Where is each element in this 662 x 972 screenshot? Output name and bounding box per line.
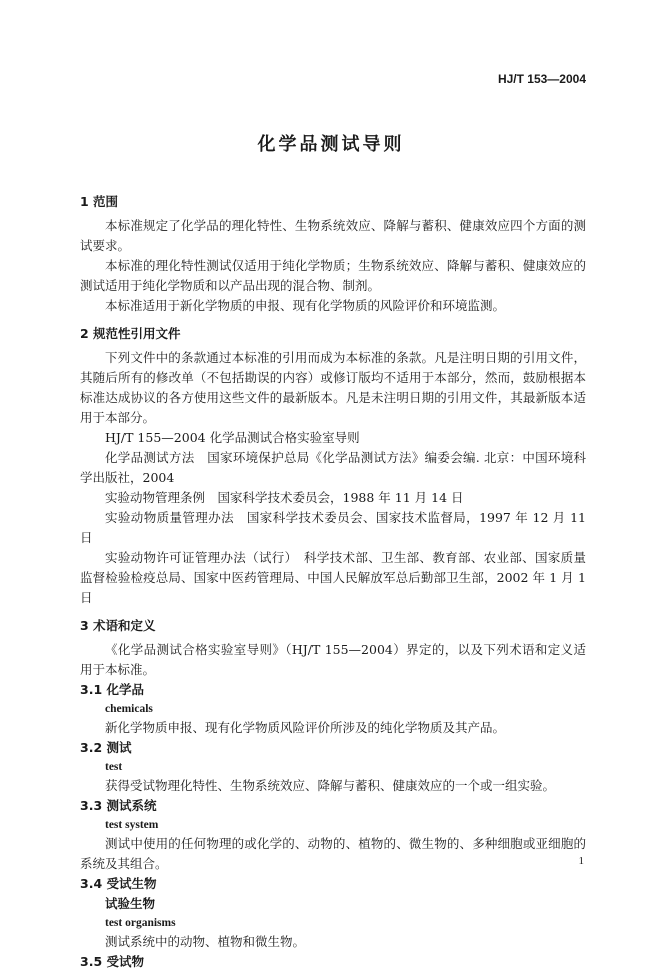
reference-item: 实验动物管理条例 国家科学技术委员会，1988 年 11 月 14 日 <box>105 490 464 505</box>
reference-item: 实验动物质量管理办法 国家科学技术委员会、国家技术监督局，1997 年 12 月 11 日 <box>80 510 586 545</box>
term-english: test system <box>105 819 159 831</box>
document-body <box>80 192 586 972</box>
section-heading-references: 2 规范性引用文件 <box>80 326 181 341</box>
paragraph: 本标准规定了化学品的理化特性、生物系统效应、降解与蓄积、健康效应四个方面的测试要求。 <box>80 218 586 253</box>
paragraph: 本标准适用于新化学物质的申报、现有化学物质的风险评价和环境监测。 <box>105 298 506 313</box>
standard-code: HJ/T 153—2004 <box>497 72 586 86</box>
term-definition: 测试中使用的任何物理的或化学的、动物的、植物的、微生物的、多种细胞或亚细胞的系统及其组合。 <box>80 836 586 871</box>
term-english: chemicals <box>105 703 153 715</box>
term-english: test organisms <box>105 917 176 929</box>
page-number: 1 <box>578 855 584 867</box>
term-heading: 3.1 化学品 <box>80 682 144 697</box>
term-definition: 获得受试物理化特性、生物系统效应、降解与蓄积、健康效应的一个或一组实验。 <box>105 778 556 793</box>
term-heading: 3.5 受试物 <box>80 954 144 969</box>
term-definition: 测试系统中的动物、植物和微生物。 <box>105 934 306 949</box>
paragraph: 本标准的理化特性测试仅适用于纯化学物质；生物系统效应、降解与蓄积、健康效应的测试适用于纯化学物质和以产品出现的混合物、制剂。 <box>80 258 586 293</box>
term-heading: 3.3 测试系统 <box>80 798 157 813</box>
reference-item: 实验动物许可证管理办法（试行） 科学技术部、卫生部、教育部、农业部、国家质量监督检验检疫总局、国家中医药管理局、中国人民解放军总后勤部卫生部，2002 年 1 月 1 日 <box>80 550 586 605</box>
section-heading-terms: 3 术语和定义 <box>80 618 156 633</box>
term-english: test <box>105 761 123 773</box>
reference-item: HJ/T 155—2004 化学品测试合格实验室导则 <box>105 430 360 445</box>
term-heading: 3.4 受试生物 <box>80 876 157 891</box>
paragraph: 《化学品测试合格实验室导则》（HJ/T 155—2004）界定的，以及下列术语和定义适用于本标准。 <box>80 642 586 677</box>
document-title: 化学品测试导则 <box>257 134 405 155</box>
term-definition: 新化学物质申报、现有化学物质风险评价所涉及的纯化学物质及其产品。 <box>105 720 506 735</box>
section-heading-scope: 1 范围 <box>80 194 119 209</box>
term-alternate: 试验生物 <box>105 896 156 911</box>
paragraph: 下列文件中的条款通过本标准的引用而成为本标准的条款。凡是注明日期的引用文件，其随后所有的修改单（不包括勘误的内容）或修订版均不适用于本部分，然而，鼓励根据本标准达成协议的各方使用这些文件的最新版本。凡是未注明日期的引用文件，其最新版本适用于本部分。 <box>80 350 586 425</box>
reference-item: 化学品测试方法 国家环境保护总局《化学品测试方法》编委会编. 北京：中国环境科学出版社，2004 <box>80 450 586 485</box>
term-heading: 3.2 测试 <box>80 740 132 755</box>
